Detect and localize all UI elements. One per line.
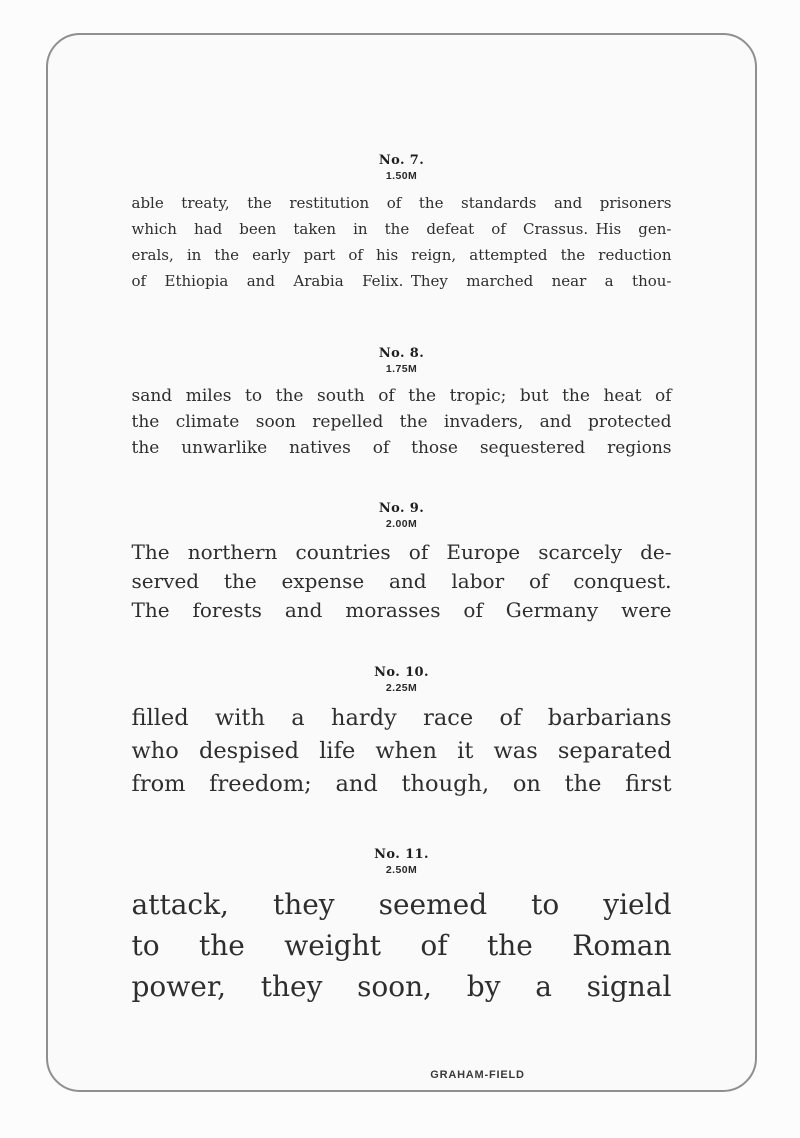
vision-test-card: [46, 33, 757, 1092]
test-section: [132, 665, 672, 801]
text-line: the unwarlike natives of those sequestered regions: [131, 438, 672, 458]
section-text: [132, 702, 672, 801]
section-number-label: No. 11.: [374, 847, 429, 862]
brand-label: GRAHAM-FIELD: [430, 1069, 525, 1081]
text-line: The northern countries of Europe scarcely de-: [131, 540, 672, 564]
section-number-label: No. 7.: [378, 153, 425, 168]
section-text: [132, 190, 672, 294]
section-distance-label: 1.50M: [385, 170, 418, 182]
text-line: The forests and morasses of Germany were: [131, 598, 672, 622]
text-line: served the expense and labor of conquest.: [131, 569, 672, 593]
section-distance-label: 2.00M: [385, 518, 418, 530]
section-number-label: No. 10.: [374, 665, 429, 680]
text-line: power, they soon, by a signal: [131, 970, 672, 1003]
test-section: [132, 847, 672, 1007]
text-line: sand miles to the south of the tropic; but the heat of: [131, 386, 672, 406]
text-line: to the weight of the Roman: [131, 929, 672, 962]
text-line: of Ethiopia and Arabia Felix. They marched near a thou-: [131, 272, 672, 290]
text-line: from freedom; and though, on the first: [131, 771, 672, 797]
text-line: which had been taken in the defeat of Crassus. His gen-: [131, 220, 672, 238]
section-distance-label: 1.75M: [385, 363, 418, 375]
text-line: attack, they seemed to yield: [131, 888, 672, 921]
text-line: able treaty, the restitution of the standards and prisoners: [131, 194, 672, 212]
test-section: [132, 346, 672, 461]
section-text: [132, 884, 672, 1007]
test-section: [132, 153, 672, 294]
text-line: who despised life when it was separated: [131, 738, 672, 764]
test-section: [132, 501, 672, 625]
section-number-label: No. 8.: [378, 346, 425, 361]
text-line: the climate soon repelled the invaders, and protected: [131, 412, 672, 432]
section-text: [132, 538, 672, 625]
card-content: [132, 35, 672, 1081]
test-sections: [132, 153, 672, 1007]
section-distance-label: 2.50M: [385, 864, 418, 876]
text-line: filled with a hardy race of barbarians: [131, 705, 672, 731]
section-number-label: No. 9.: [378, 501, 425, 516]
text-line: erals, in the early part of his reign, attempted the reduction: [131, 246, 672, 264]
section-distance-label: 2.25M: [385, 682, 418, 694]
section-text: [132, 383, 672, 461]
